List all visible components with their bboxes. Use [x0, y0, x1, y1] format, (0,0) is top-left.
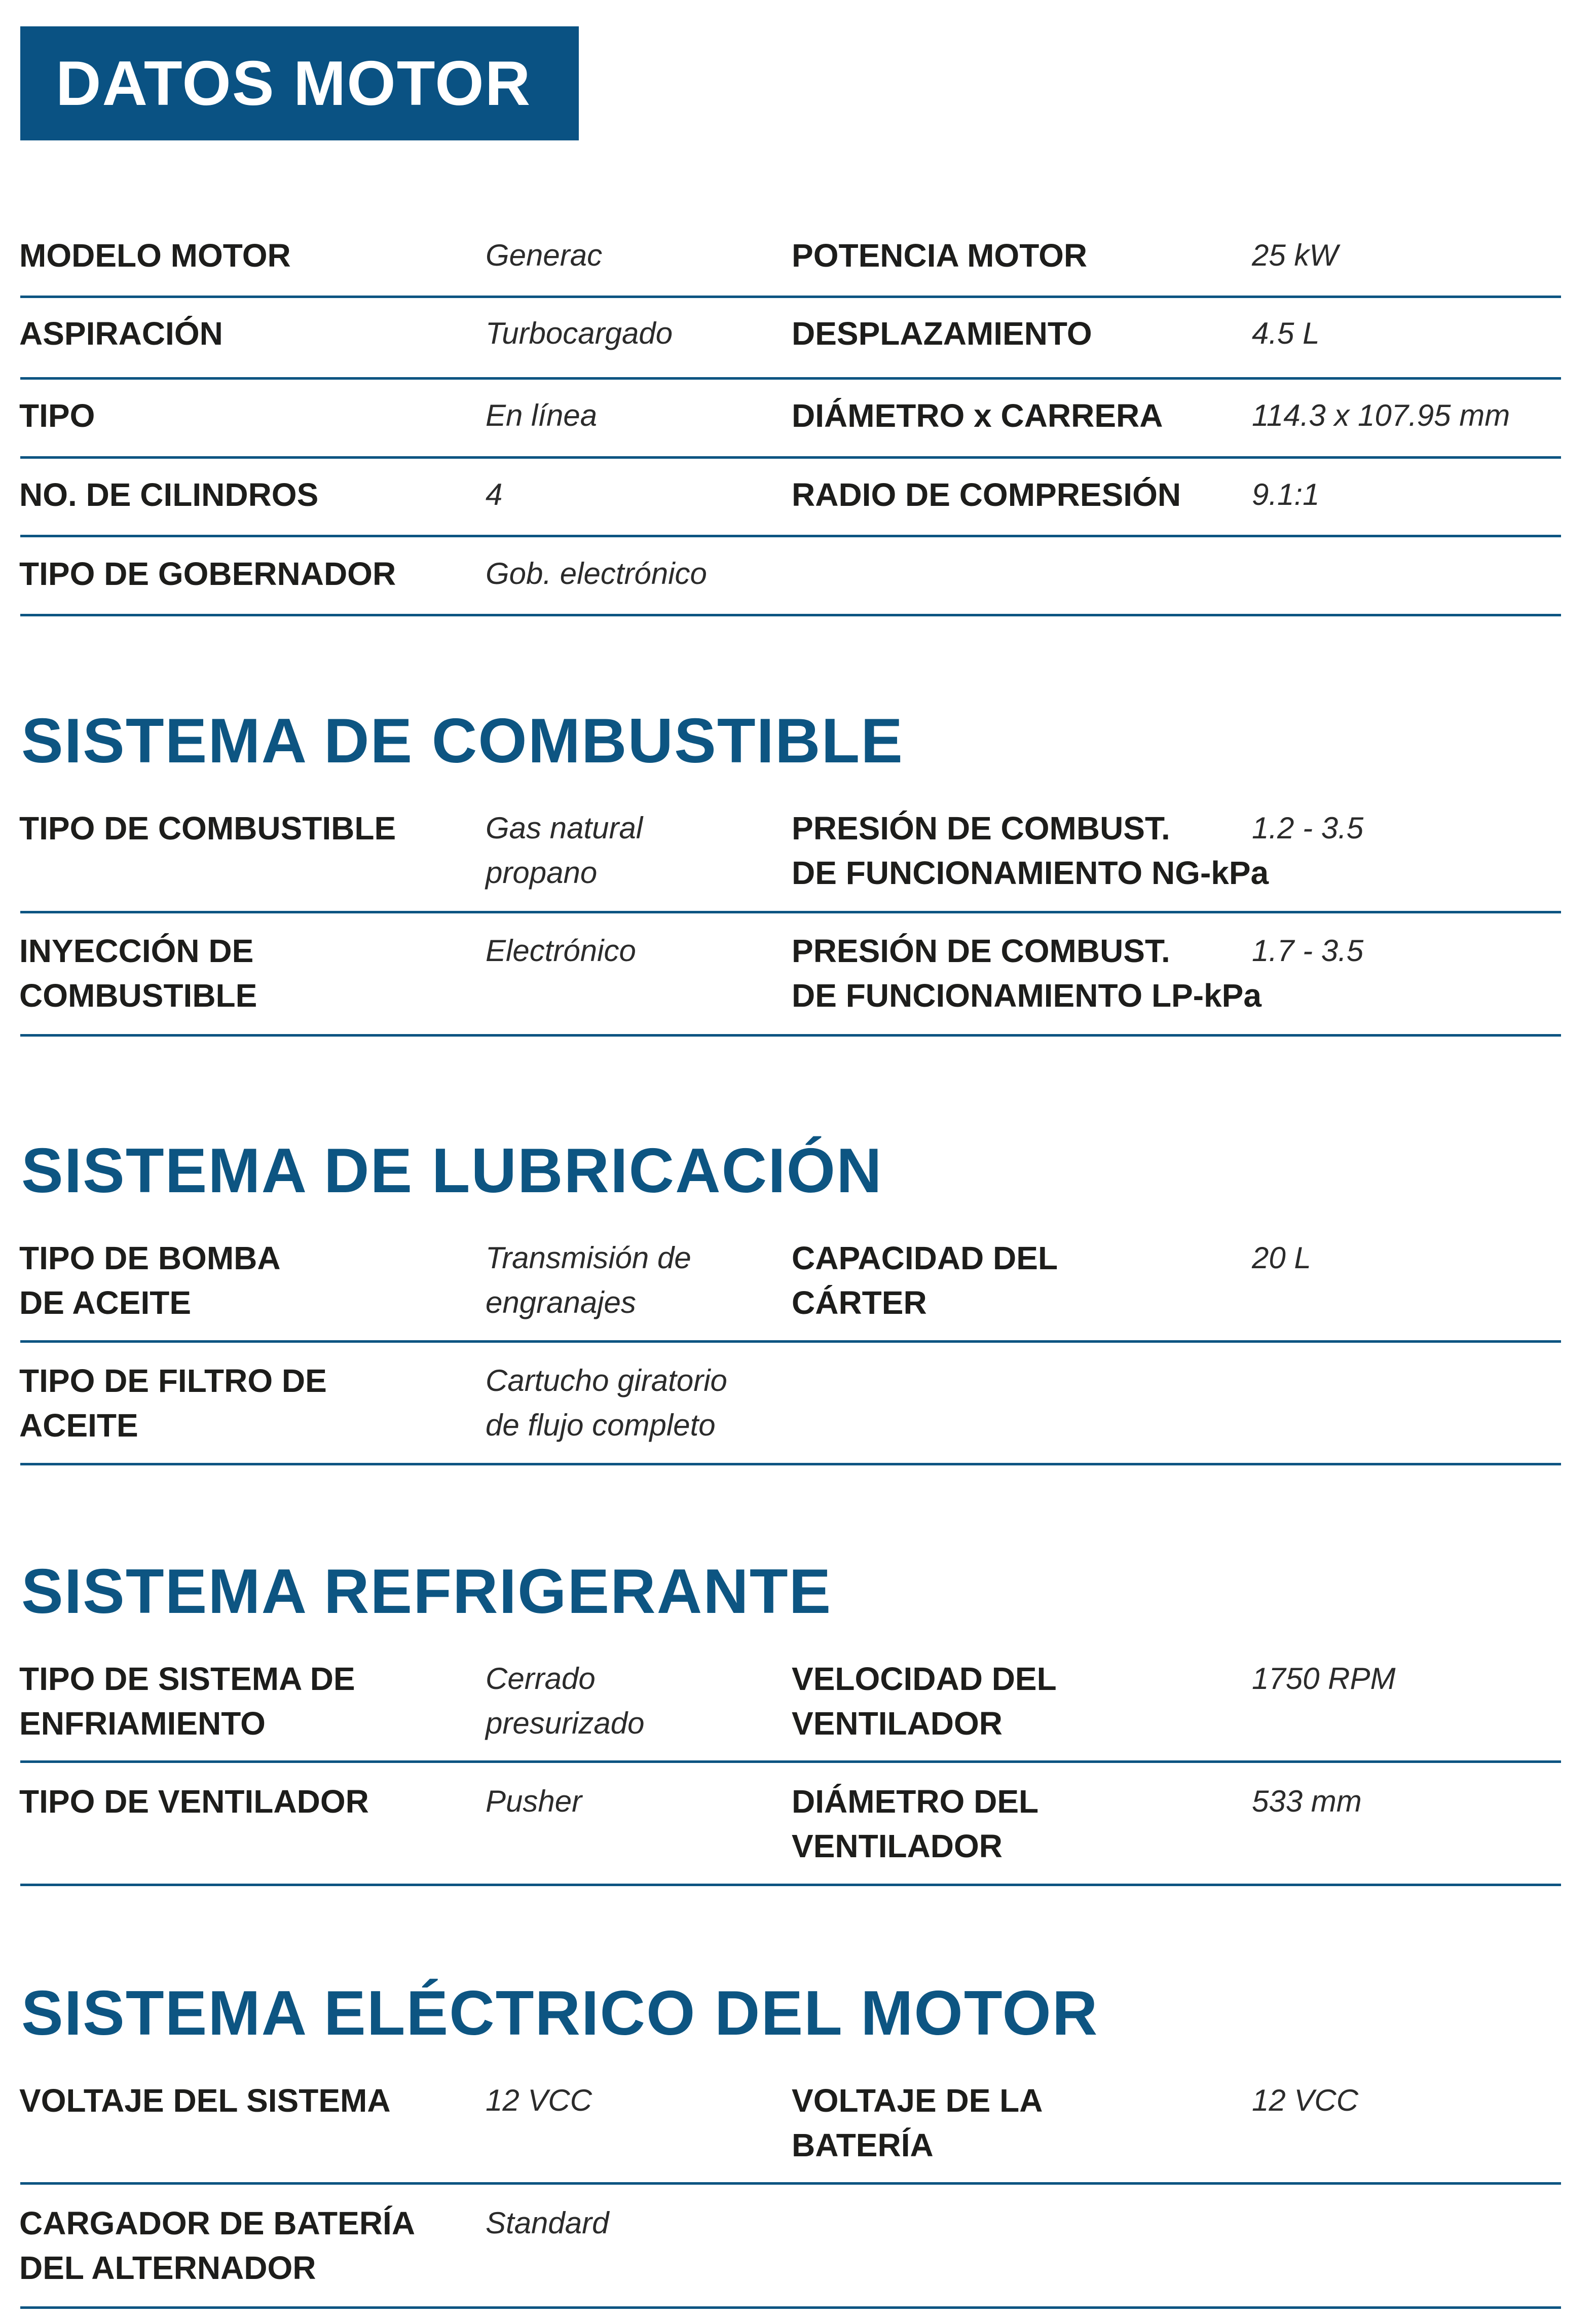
spec-label: PRESIÓN DE COMBUST. DE FUNCIONAMIENTO LP-kPa — [792, 933, 1261, 1014]
spec-label: RADIO DE COMPRESIÓN — [792, 476, 1181, 513]
row-divider — [20, 911, 1561, 913]
page-title — [20, 26, 579, 140]
page-title-text: DATOS MOTOR — [56, 48, 532, 119]
spec-label: DIÁMETRO DEL VENTILADOR — [792, 1783, 1039, 1864]
section-title-combustible: SISTEMA DE COMBUSTIBLE — [21, 706, 904, 776]
spec-value: 4.5 L — [1252, 316, 1320, 350]
row-divider — [20, 1034, 1561, 1037]
row-divider — [20, 1463, 1561, 1465]
spec-label: CAPACIDAD DEL CÁRTER — [792, 1240, 1058, 1321]
spec-label: VOLTAJE DEL SISTEMA — [19, 2082, 391, 2119]
spec-label: TIPO DE GOBERNADOR — [19, 556, 396, 592]
spec-value: Electrónico — [486, 934, 636, 968]
spec-value: En línea — [486, 398, 598, 432]
spec-label: TIPO DE FILTRO DE ACEITE — [19, 1363, 327, 1444]
spec-label: DESPLAZAMIENTO — [792, 315, 1092, 352]
spec-value: Cerrado presurizado — [486, 1662, 645, 1740]
spec-label: DIÁMETRO x CARRERA — [792, 397, 1163, 434]
spec-value: 9.1:1 — [1252, 477, 1320, 511]
row-divider — [20, 1884, 1561, 1886]
spec-value: 25 kW — [1252, 238, 1339, 272]
section-title-lubricacion: SISTEMA DE LUBRICACIÓN — [21, 1136, 883, 1206]
spec-label: MODELO MOTOR — [19, 237, 291, 274]
row-divider — [20, 456, 1561, 459]
spec-label: NO. DE CILINDROS — [19, 476, 319, 513]
spec-label: TIPO — [19, 397, 95, 434]
row-divider — [20, 1760, 1561, 1763]
spec-label: VOLTAJE DE LA BATERÍA — [792, 2082, 1043, 2163]
row-divider — [20, 377, 1561, 380]
spec-value: 1750 RPM — [1252, 1662, 1396, 1696]
spec-value: 12 VCC — [486, 2083, 592, 2117]
row-divider — [20, 2182, 1561, 2185]
spec-value: Generac — [486, 238, 603, 272]
section-title-refrigerante: SISTEMA REFRIGERANTE — [21, 1557, 832, 1627]
row-divider — [20, 296, 1561, 298]
spec-value: 114.3 x 107.95 mm — [1252, 398, 1510, 432]
spec-value: Turbocargado — [486, 316, 673, 350]
spec-label: CARGADOR DE BATERÍA DEL ALTERNADOR — [19, 2205, 416, 2286]
spec-value: Gas natural propano — [486, 811, 643, 890]
spec-label: VELOCIDAD DEL VENTILADOR — [792, 1661, 1057, 1742]
spec-label: POTENCIA MOTOR — [792, 237, 1088, 274]
spec-value: 20 L — [1252, 1241, 1311, 1275]
spec-label: TIPO DE BOMBA DE ACEITE — [19, 1240, 281, 1321]
spec-label: ASPIRACIÓN — [19, 315, 223, 352]
row-divider — [20, 535, 1561, 537]
spec-label: INYECCIÓN DE COMBUSTIBLE — [19, 933, 257, 1014]
row-divider — [20, 1340, 1561, 1343]
spec-value: Standard — [486, 2206, 609, 2240]
spec-value: 533 mm — [1252, 1784, 1362, 1818]
spec-label: TIPO DE COMBUSTIBLE — [19, 810, 396, 847]
spec-value: Cartucho giratorio de flujo completo — [486, 1364, 727, 1442]
spec-value: 1.2 - 3.5 — [1252, 811, 1364, 845]
spec-value: Transmisión de engranajes — [486, 1241, 691, 1319]
spec-label: TIPO DE SISTEMA DE ENFRIAMIENTO — [19, 1661, 355, 1742]
spec-value: Gob. electrónico — [486, 557, 707, 591]
section-title-electrico: SISTEMA ELÉCTRICO DEL MOTOR — [21, 1978, 1099, 2048]
spec-value: 12 VCC — [1252, 2083, 1359, 2117]
spec-value: 4 — [486, 477, 503, 511]
row-divider — [20, 2306, 1561, 2309]
spec-label: TIPO DE VENTILADOR — [19, 1783, 369, 1820]
row-divider — [20, 614, 1561, 616]
spec-value: 1.7 - 3.5 — [1252, 934, 1364, 968]
spec-label: PRESIÓN DE COMBUST. DE FUNCIONAMIENTO NG-kPa — [792, 810, 1269, 891]
spec-value: Pusher — [486, 1784, 582, 1818]
